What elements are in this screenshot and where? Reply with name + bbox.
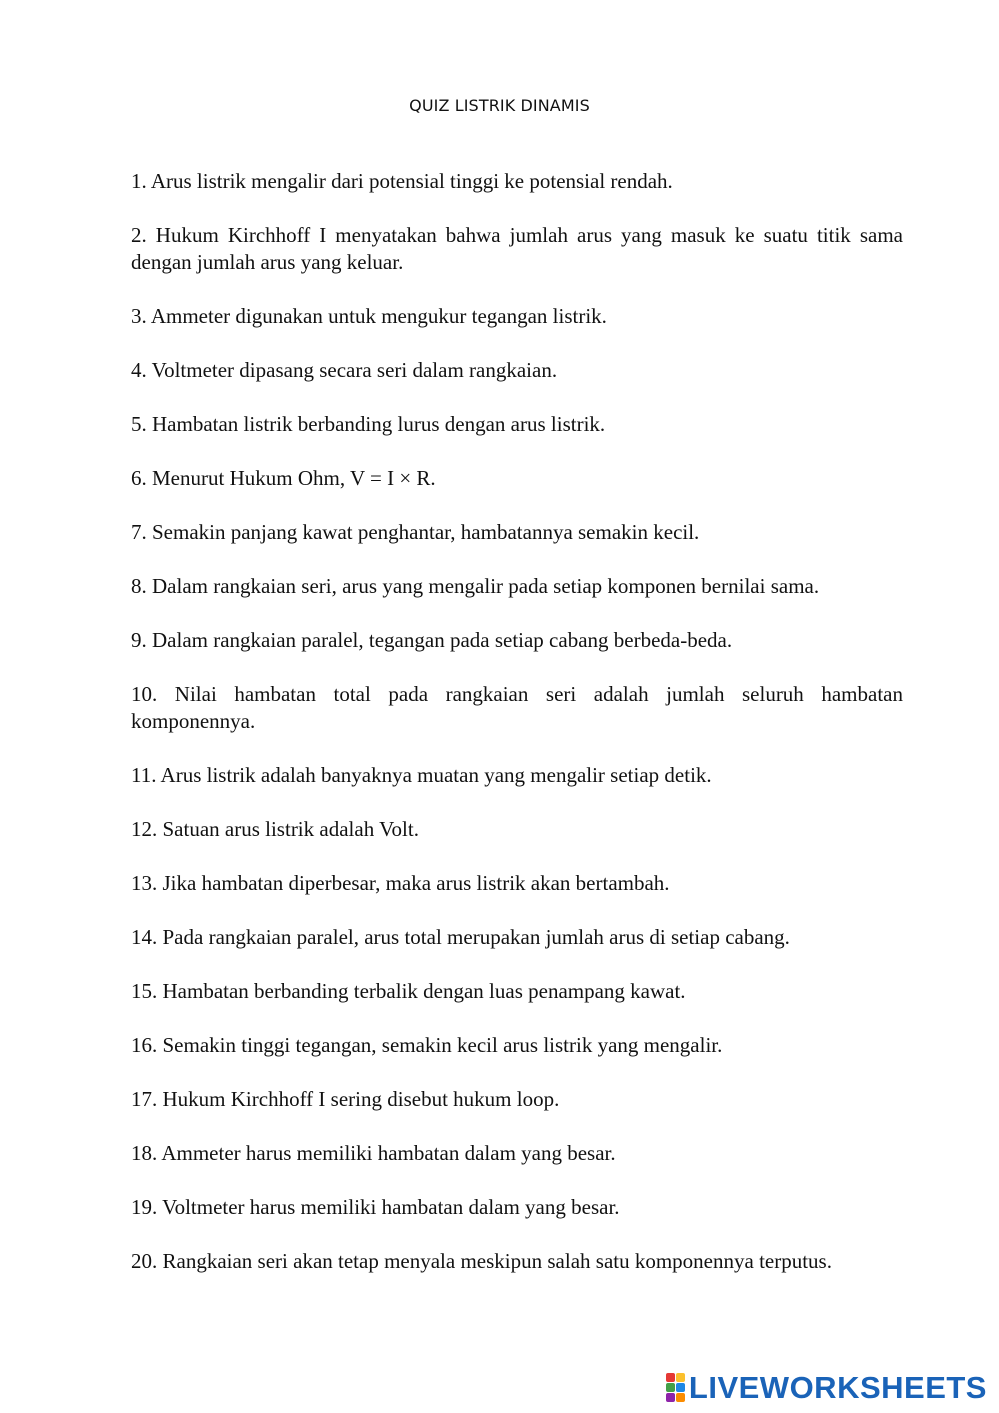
- logo-swatch: [666, 1393, 675, 1402]
- question-item: 3. Ammeter digunakan untuk mengukur tegangan listrik.: [131, 304, 607, 328]
- question-item: 19. Voltmeter harus memiliki hambatan dalam yang besar.: [131, 1195, 620, 1219]
- question-item: 13. Jika hambatan diperbesar, maka arus listrik akan bertambah.: [131, 871, 670, 895]
- question-item: 9. Dalam rangkaian paralel, tegangan pada setiap cabang berbeda-beda.: [131, 628, 733, 652]
- logo-swatch: [676, 1393, 685, 1402]
- question-item: 17. Hukum Kirchhoff I sering disebut hukum loop.: [131, 1087, 560, 1111]
- question-item: 7. Semakin panjang kawat penghantar, hambatannya semakin kecil.: [131, 520, 700, 544]
- question-item: 14. Pada rangkaian paralel, arus total merupakan jumlah arus di setiap cabang.: [131, 925, 790, 949]
- page-title: QUIZ LISTRIK DINAMIS: [409, 96, 590, 115]
- question-item: 1. Arus listrik mengalir dari potensial tinggi ke potensial rendah.: [131, 169, 673, 193]
- liveworksheets-logo-icon: [666, 1373, 685, 1402]
- question-item: 2. Hukum Kirchhoff I menyatakan bahwa jumlah arus yang masuk ke suatu titik sama dengan jumlah arus yang keluar.: [131, 223, 903, 274]
- question-item: 15. Hambatan berbanding terbalik dengan luas penampang kawat.: [131, 979, 686, 1003]
- question-item: 16. Semakin tinggi tegangan, semakin kecil arus listrik yang mengalir.: [131, 1033, 723, 1057]
- question-item: 4. Voltmeter dipasang secara seri dalam rangkaian.: [131, 358, 558, 382]
- logo-swatch: [676, 1383, 685, 1392]
- question-item: 18. Ammeter harus memiliki hambatan dalam yang besar.: [131, 1141, 616, 1165]
- logo-swatch: [676, 1373, 685, 1382]
- question-item: 6. Menurut Hukum Ohm, V = I × R.: [131, 466, 436, 490]
- question-item: 11. Arus listrik adalah banyaknya muatan yang mengalir setiap detik.: [131, 763, 712, 787]
- logo-swatch: [666, 1383, 675, 1392]
- question-item: 8. Dalam rangkaian seri, arus yang mengalir pada setiap komponen bernilai sama.: [131, 574, 820, 598]
- question-item: 10. Nilai hambatan total pada rangkaian seri adalah jumlah seluruh hambatan komponennya.: [131, 682, 903, 733]
- question-item: 5. Hambatan listrik berbanding lurus dengan arus listrik.: [131, 412, 606, 436]
- question-item: 20. Rangkaian seri akan tetap menyala meskipun salah satu komponennya terputus.: [131, 1249, 832, 1273]
- brand-name: LIVEWORKSHEETS: [688, 1370, 987, 1405]
- liveworksheets-logo[interactable]: [666, 1372, 987, 1403]
- question-item: 12. Satuan arus listrik adalah Volt.: [131, 817, 419, 841]
- logo-swatch: [666, 1373, 675, 1382]
